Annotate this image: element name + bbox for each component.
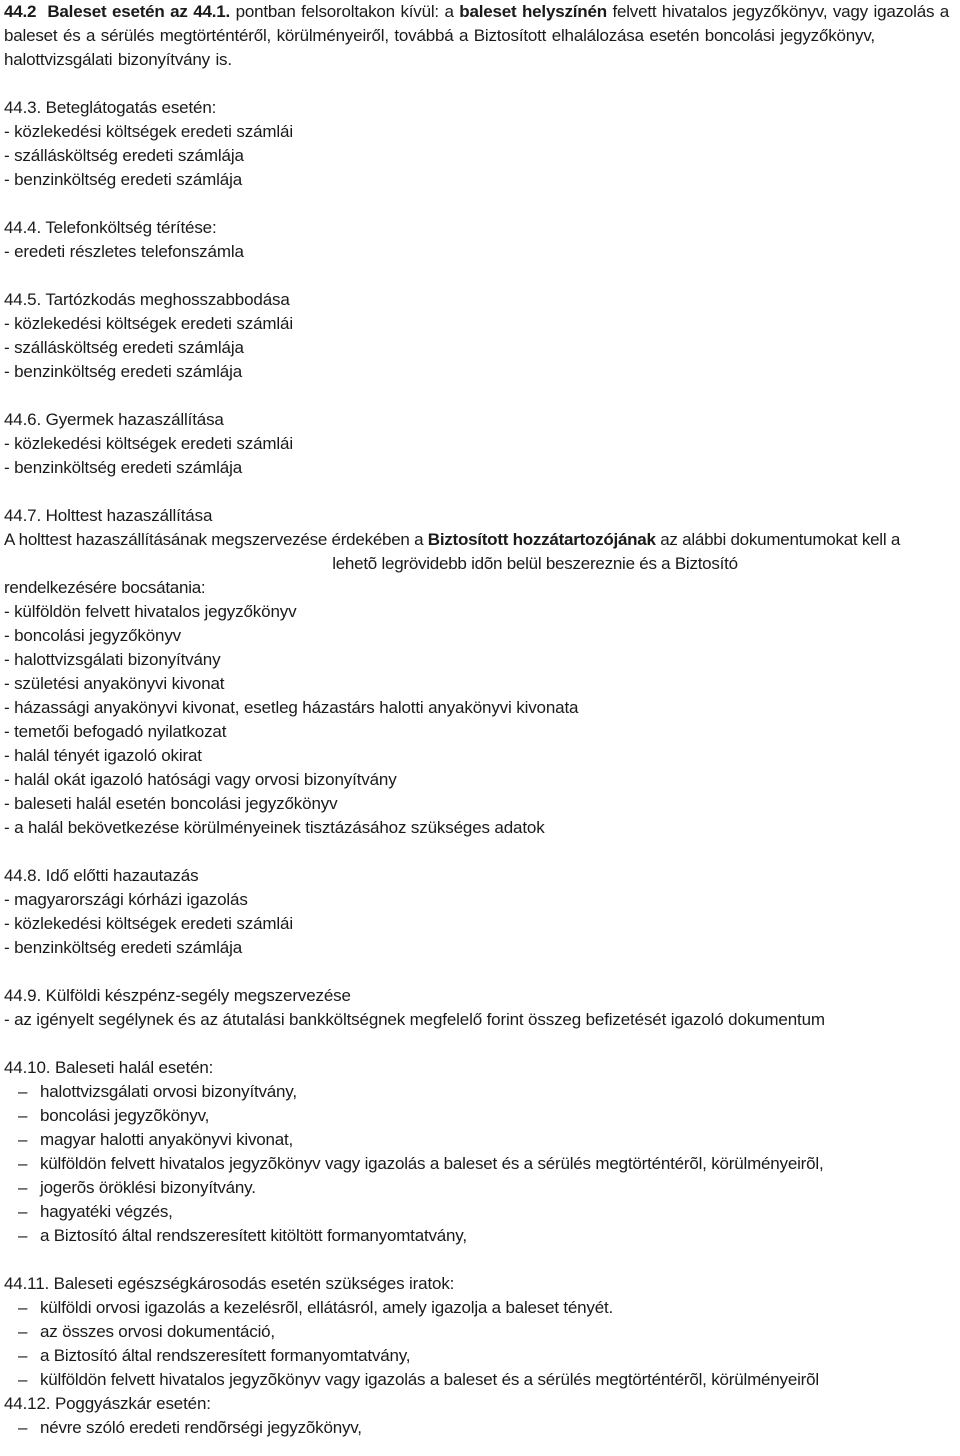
list-item-text: az összes orvosi dokumentáció, <box>40 1322 275 1341</box>
list-item: - az igényelt segélynek és az átutalási bankköltségnek megfelelő forint összeg befizetését igazoló dokumentum <box>4 1010 825 1029</box>
section-44-2-bold: baleset helyszínén <box>459 2 607 21</box>
list-item: - benzinköltség eredeti számlája <box>4 458 243 477</box>
list-item-text: hagyatéki végzés, <box>40 1202 173 1221</box>
spacer <box>4 1032 956 1056</box>
section-44-12-title: 44.12. Poggyászkár esetén: <box>4 1394 211 1413</box>
dash-bullet: – <box>18 1370 28 1389</box>
section-44-2-number: 44.2 <box>4 2 37 21</box>
list-item <box>4 1368 956 1392</box>
section-44-2-paragraph <box>4 0 956 72</box>
list-item: - közlekedési költségek eredeti számlái <box>4 122 293 141</box>
list-item: - külföldön felvett hivatalos jegyzőkönyv <box>4 602 297 621</box>
list-item: - temetői befogadó nyilatkozat <box>4 722 227 741</box>
list-item-text: jogerõs öröklési bizonyítvány. <box>40 1178 256 1197</box>
list-item-text: külföldön felvett hivatalos jegyzõkönyv vagy igazolás a baleset és a sérülés megtörténtérõl, körülményeirõl, <box>40 1154 824 1173</box>
section-44-11-title: 44.11. Baleseti egészségkárosodás esetén szükséges iratok: <box>4 1274 455 1293</box>
list-item <box>4 1344 956 1368</box>
dash-bullet: – <box>18 1346 28 1365</box>
list-item-text: külföldön felvett hivatalos jegyzõkönyv vagy igazolás a baleset és a sérülés megtörténtérõl, körülményeirõl <box>40 1370 819 1389</box>
spacer <box>4 1248 956 1272</box>
list-item-text: külföldi orvosi igazolás a kezelésrõl, ellátásról, amely igazolja a baleset tényét. <box>40 1298 614 1317</box>
list-item: - halottvizsgálati bizonyítvány <box>4 650 221 669</box>
list-item: - szállásköltség eredeti számlája <box>4 338 244 357</box>
list-item-text: a Biztosító által rendszeresített formanyomtatvány, <box>40 1346 411 1365</box>
list-item: - születési anyakönyvi kivonat <box>4 674 225 693</box>
section-44-7-bold: Biztosított hozzátartozójának <box>427 530 656 549</box>
list-item <box>4 1128 956 1152</box>
dash-bullet: – <box>18 1154 28 1173</box>
section-44-7-paragraph <box>4 528 956 600</box>
list-item: - boncolási jegyzőkönyv <box>4 626 182 645</box>
section-44-6-title: 44.6. Gyermek hazaszállítása <box>4 410 224 429</box>
spacer <box>4 384 956 408</box>
list-item <box>4 1200 956 1224</box>
list-item: - magyarországi kórházi igazolás <box>4 890 248 909</box>
section-44-5-title: 44.5. Tartózkodás meghosszabbodása <box>4 290 290 309</box>
section-44-9-title: 44.9. Külföldi készpénz-segély megszervezése <box>4 986 351 1005</box>
list-item <box>4 1416 956 1440</box>
list-item: - szállásköltség eredeti számlája <box>4 146 244 165</box>
list-item <box>4 1152 956 1176</box>
dash-bullet: – <box>18 1106 28 1125</box>
section-44-7-text-b: az alábbi dokumentumokat kell a <box>660 530 901 549</box>
dash-bullet: – <box>18 1130 28 1149</box>
spacer <box>4 192 956 216</box>
section-44-2-text-a: pontban felsoroltakon kívül: a <box>235 2 454 21</box>
list-item: - halál okát igazoló hatósági vagy orvosi bizonyítvány <box>4 770 397 789</box>
list-item <box>4 1320 956 1344</box>
dash-bullet: – <box>18 1418 28 1437</box>
section-44-2-heading: Baleset esetén <box>47 2 165 21</box>
section-44-10-title: 44.10. Baleseti halál esetén: <box>4 1058 214 1077</box>
list-item-text: magyar halotti anyakönyvi kivonat, <box>40 1130 294 1149</box>
spacer <box>4 480 956 504</box>
section-44-2-ref: az 44.1. <box>170 2 231 21</box>
dash-bullet: – <box>18 1082 28 1101</box>
list-item-text: boncolási jegyzõkönyv, <box>40 1106 210 1125</box>
list-item: - közlekedési költségek eredeti számlái <box>4 314 293 333</box>
spacer <box>4 960 956 984</box>
list-item: - baleseti halál esetén boncolási jegyzőkönyv <box>4 794 338 813</box>
list-item: - eredeti részletes telefonszámla <box>4 242 244 261</box>
spacer <box>4 840 956 864</box>
spacer <box>4 72 956 96</box>
section-44-7-title: 44.7. Holttest hazaszállítása <box>4 506 213 525</box>
list-item: - benzinköltség eredeti számlája <box>4 938 243 957</box>
list-item: - benzinköltség eredeti számlája <box>4 362 243 381</box>
list-item <box>4 1104 956 1128</box>
list-item-text: halottvizsgálati orvosi bizonyítvány, <box>40 1082 297 1101</box>
section-44-7-center-line: lehetõ legrövidebb idõn belül beszereznie és a Biztosító <box>332 554 738 573</box>
dash-bullet: – <box>18 1298 28 1317</box>
dash-bullet: – <box>18 1226 28 1245</box>
section-44-3-title: 44.3. Beteglátogatás esetén: <box>4 98 217 117</box>
section-44-4-title: 44.4. Telefonköltség térítése: <box>4 218 217 237</box>
list-item <box>4 1296 956 1320</box>
list-item: - közlekedési költségek eredeti számlái <box>4 914 293 933</box>
spacer <box>4 264 956 288</box>
section-44-7-text-c: rendelkezésére bocsátania: <box>4 578 206 597</box>
list-item: - halál tényét igazoló okirat <box>4 746 202 765</box>
dash-bullet: – <box>18 1178 28 1197</box>
document <box>4 0 956 1440</box>
list-item <box>4 1080 956 1104</box>
list-item: - közlekedési költségek eredeti számlái <box>4 434 293 453</box>
dash-bullet: – <box>18 1322 28 1341</box>
list-item <box>4 1176 956 1200</box>
section-44-8-title: 44.8. Idő előtti hazautazás <box>4 866 199 885</box>
dash-bullet: – <box>18 1202 28 1221</box>
list-item: - a halál bekövetkezése körülményeinek tisztázásához szükséges adatok <box>4 818 545 837</box>
section-44-2-text-c: felvett hivatalos jegyzőkönyv, vagy igazolás a baleset és a sérülés megtörténtéről, körülményeiről, továbbá a Biztosított elhalálozása esetén boncolási jegyzőkönyv, halottvizsgálati bizonyítvány is. <box>4 2 950 69</box>
list-item: - benzinköltség eredeti számlája <box>4 170 243 189</box>
list-item: - házassági anyakönyvi kivonat, esetleg házastárs halotti anyakönyvi kivonata <box>4 698 579 717</box>
list-item-text: névre szóló eredeti rendõrségi jegyzõkönyv, <box>40 1418 362 1437</box>
list-item <box>4 1224 956 1248</box>
section-44-7-text-a: A holttest hazaszállításának megszervezése érdekében a <box>4 530 424 549</box>
list-item-text: a Biztosító által rendszeresített kitöltött formanyomtatvány, <box>40 1226 467 1245</box>
